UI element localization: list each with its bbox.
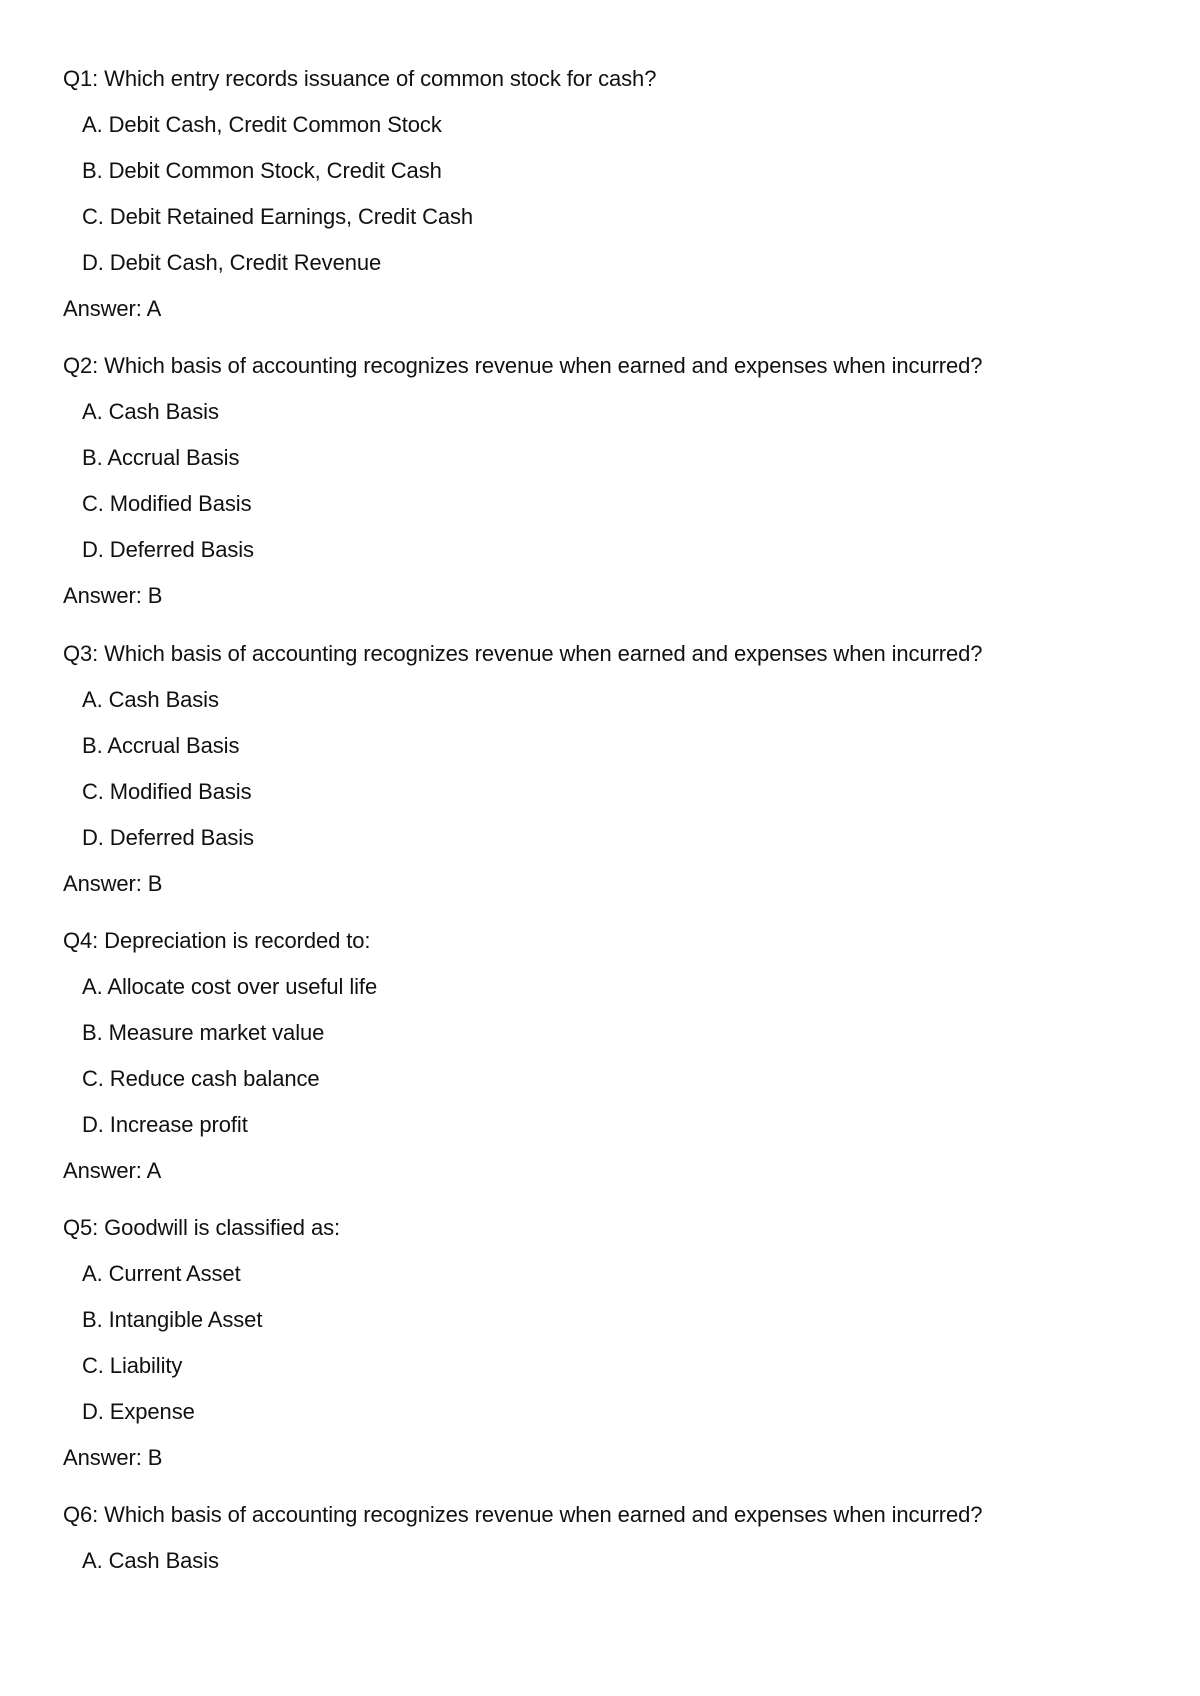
question-1-option-a: A. Debit Cash, Credit Common Stock xyxy=(82,112,442,137)
question-1-option-c: C. Debit Retained Earnings, Credit Cash xyxy=(82,204,474,229)
question-4-option-b: B. Measure market value xyxy=(82,1020,325,1045)
question-5-option-a: A. Current Asset xyxy=(82,1261,241,1286)
question-3-option-b: B. Accrual Basis xyxy=(82,733,240,758)
question-3-answer: Answer: B xyxy=(63,871,163,896)
question-4-option-c: C. Reduce cash balance xyxy=(82,1066,320,1091)
question-6: Q6: Which basis of accounting recognizes revenue when earned and expenses when incurred? xyxy=(63,1502,983,1527)
question-4-option-a: A. Allocate cost over useful life xyxy=(82,974,378,999)
question-5-answer: Answer: B xyxy=(63,1445,163,1470)
question-2-option-d: D. Deferred Basis xyxy=(82,537,254,562)
question-5-option-d: D. Expense xyxy=(82,1399,195,1424)
question-1-option-b: B. Debit Common Stock, Credit Cash xyxy=(82,158,442,183)
question-2-option-a: A. Cash Basis xyxy=(82,399,219,424)
question-2-answer: Answer: B xyxy=(63,583,163,608)
question-3: Q3: Which basis of accounting recognizes revenue when earned and expenses when incurred? xyxy=(63,641,983,666)
question-3-option-a: A. Cash Basis xyxy=(82,687,219,712)
question-2: Q2: Which basis of accounting recognizes revenue when earned and expenses when incurred? xyxy=(63,353,983,378)
question-2-option-b: B. Accrual Basis xyxy=(82,445,240,470)
question-1-answer: Answer: A xyxy=(63,296,162,321)
question-6-option-a: A. Cash Basis xyxy=(82,1548,219,1573)
question-4: Q4: Depreciation is recorded to: xyxy=(63,928,371,953)
question-5-option-b: B. Intangible Asset xyxy=(82,1307,263,1332)
question-1-option-d: D. Debit Cash, Credit Revenue xyxy=(82,250,382,275)
question-4-option-d: D. Increase profit xyxy=(82,1112,248,1137)
question-1: Q1: Which entry records issuance of common stock for cash? xyxy=(63,66,657,91)
question-4-answer: Answer: A xyxy=(63,1158,162,1183)
question-2-option-c: C. Modified Basis xyxy=(82,491,252,516)
question-5-option-c: C. Liability xyxy=(82,1353,183,1378)
question-5: Q5: Goodwill is classified as: xyxy=(63,1215,340,1240)
question-3-option-c: C. Modified Basis xyxy=(82,779,252,804)
question-3-option-d: D. Deferred Basis xyxy=(82,825,254,850)
